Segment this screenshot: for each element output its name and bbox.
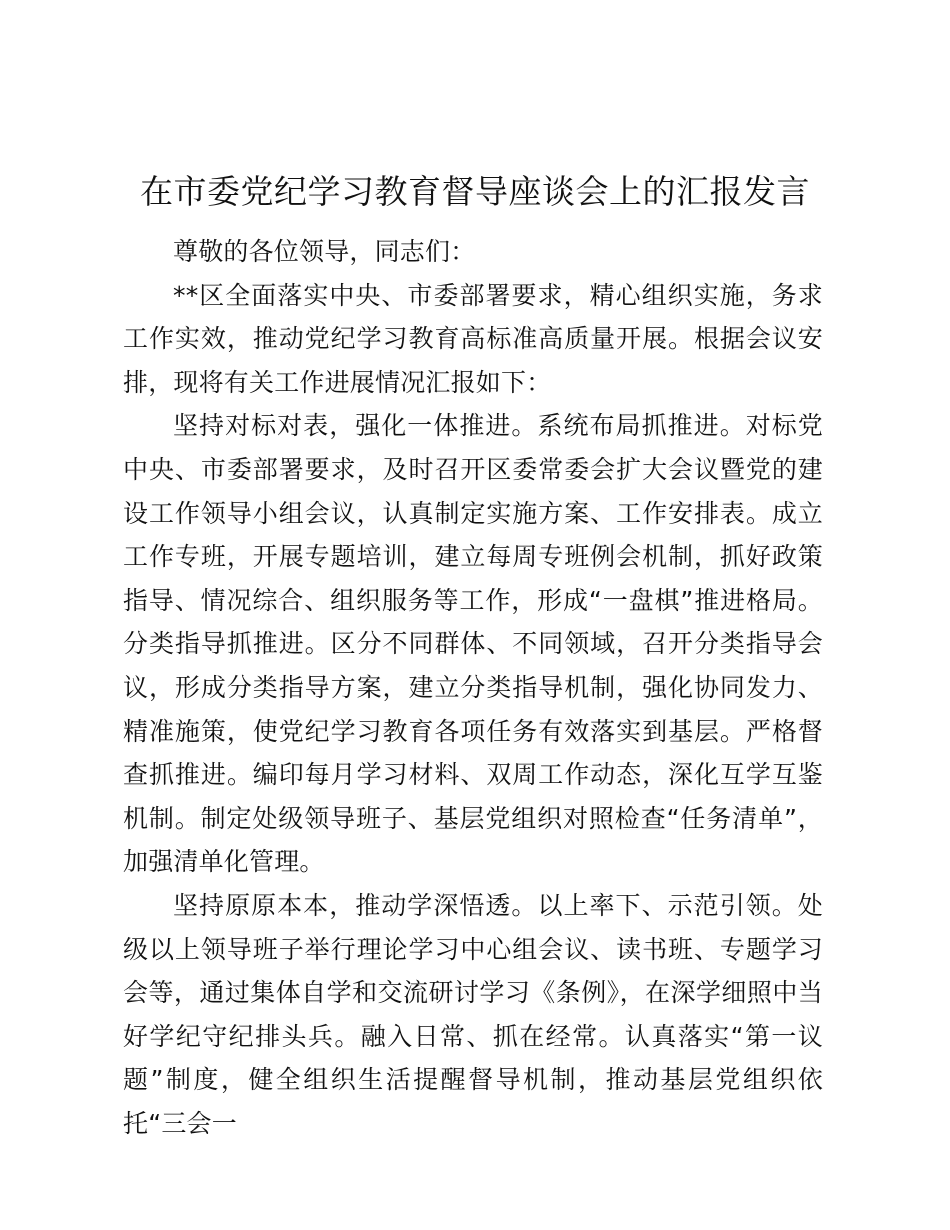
paragraph: 坚持原原本本，推动学深悟透。以上率下、示范引领。处级以上领导班子举行理论学习中心组会议、读书班、专题学习会等，通过集体自学和交流研讨学习《条例》，在深学细照中当好学纪守纪排头兵。融入日常、抓在经常。认真落实“第一议题”制度，健全组织生活提醒督导机制，推动基层党组织依托“三会一 (123, 890, 823, 1138)
paragraph: **区全面落实中央、市委部署要求，精心组织实施，务求工作实效，推动党纪学习教育高标准高质量开展。根据会议安排，现将有关工作进展情况汇报如下： (123, 280, 823, 397)
salutation: 尊敬的各位领导，同志们： (173, 237, 476, 266)
document-title: 在市委党纪学习教育督导座谈会上的汇报发言 (140, 172, 810, 211)
document-body (123, 230, 823, 1145)
paragraph: 坚持对标对表，强化一体推进。系统布局抓推进。对标党中央、市委部署要求，及时召开区委常委会扩大会议暨党的建设工作领导小组会议，认真制定实施方案、工作安排表。成立工作专班，开展专题培训，建立每周专班例会机制，抓好政策指导、情况综合、组织服务等工作，形成“一盘棋”推进格局。分类指导抓推进。区分不同群体、不同领域，召开分类指导会议，形成分类指导方案，建立分类指导机制，强化协同发力、精准施策，使党纪学习教育各项任务有效落实到基层。严格督查抓推进。编印每月学习材料、双周工作动态，深化互学互鉴机制。制定处级领导班子、基层党组织对照检查“任务清单”，加强清单化管理。 (123, 411, 823, 877)
